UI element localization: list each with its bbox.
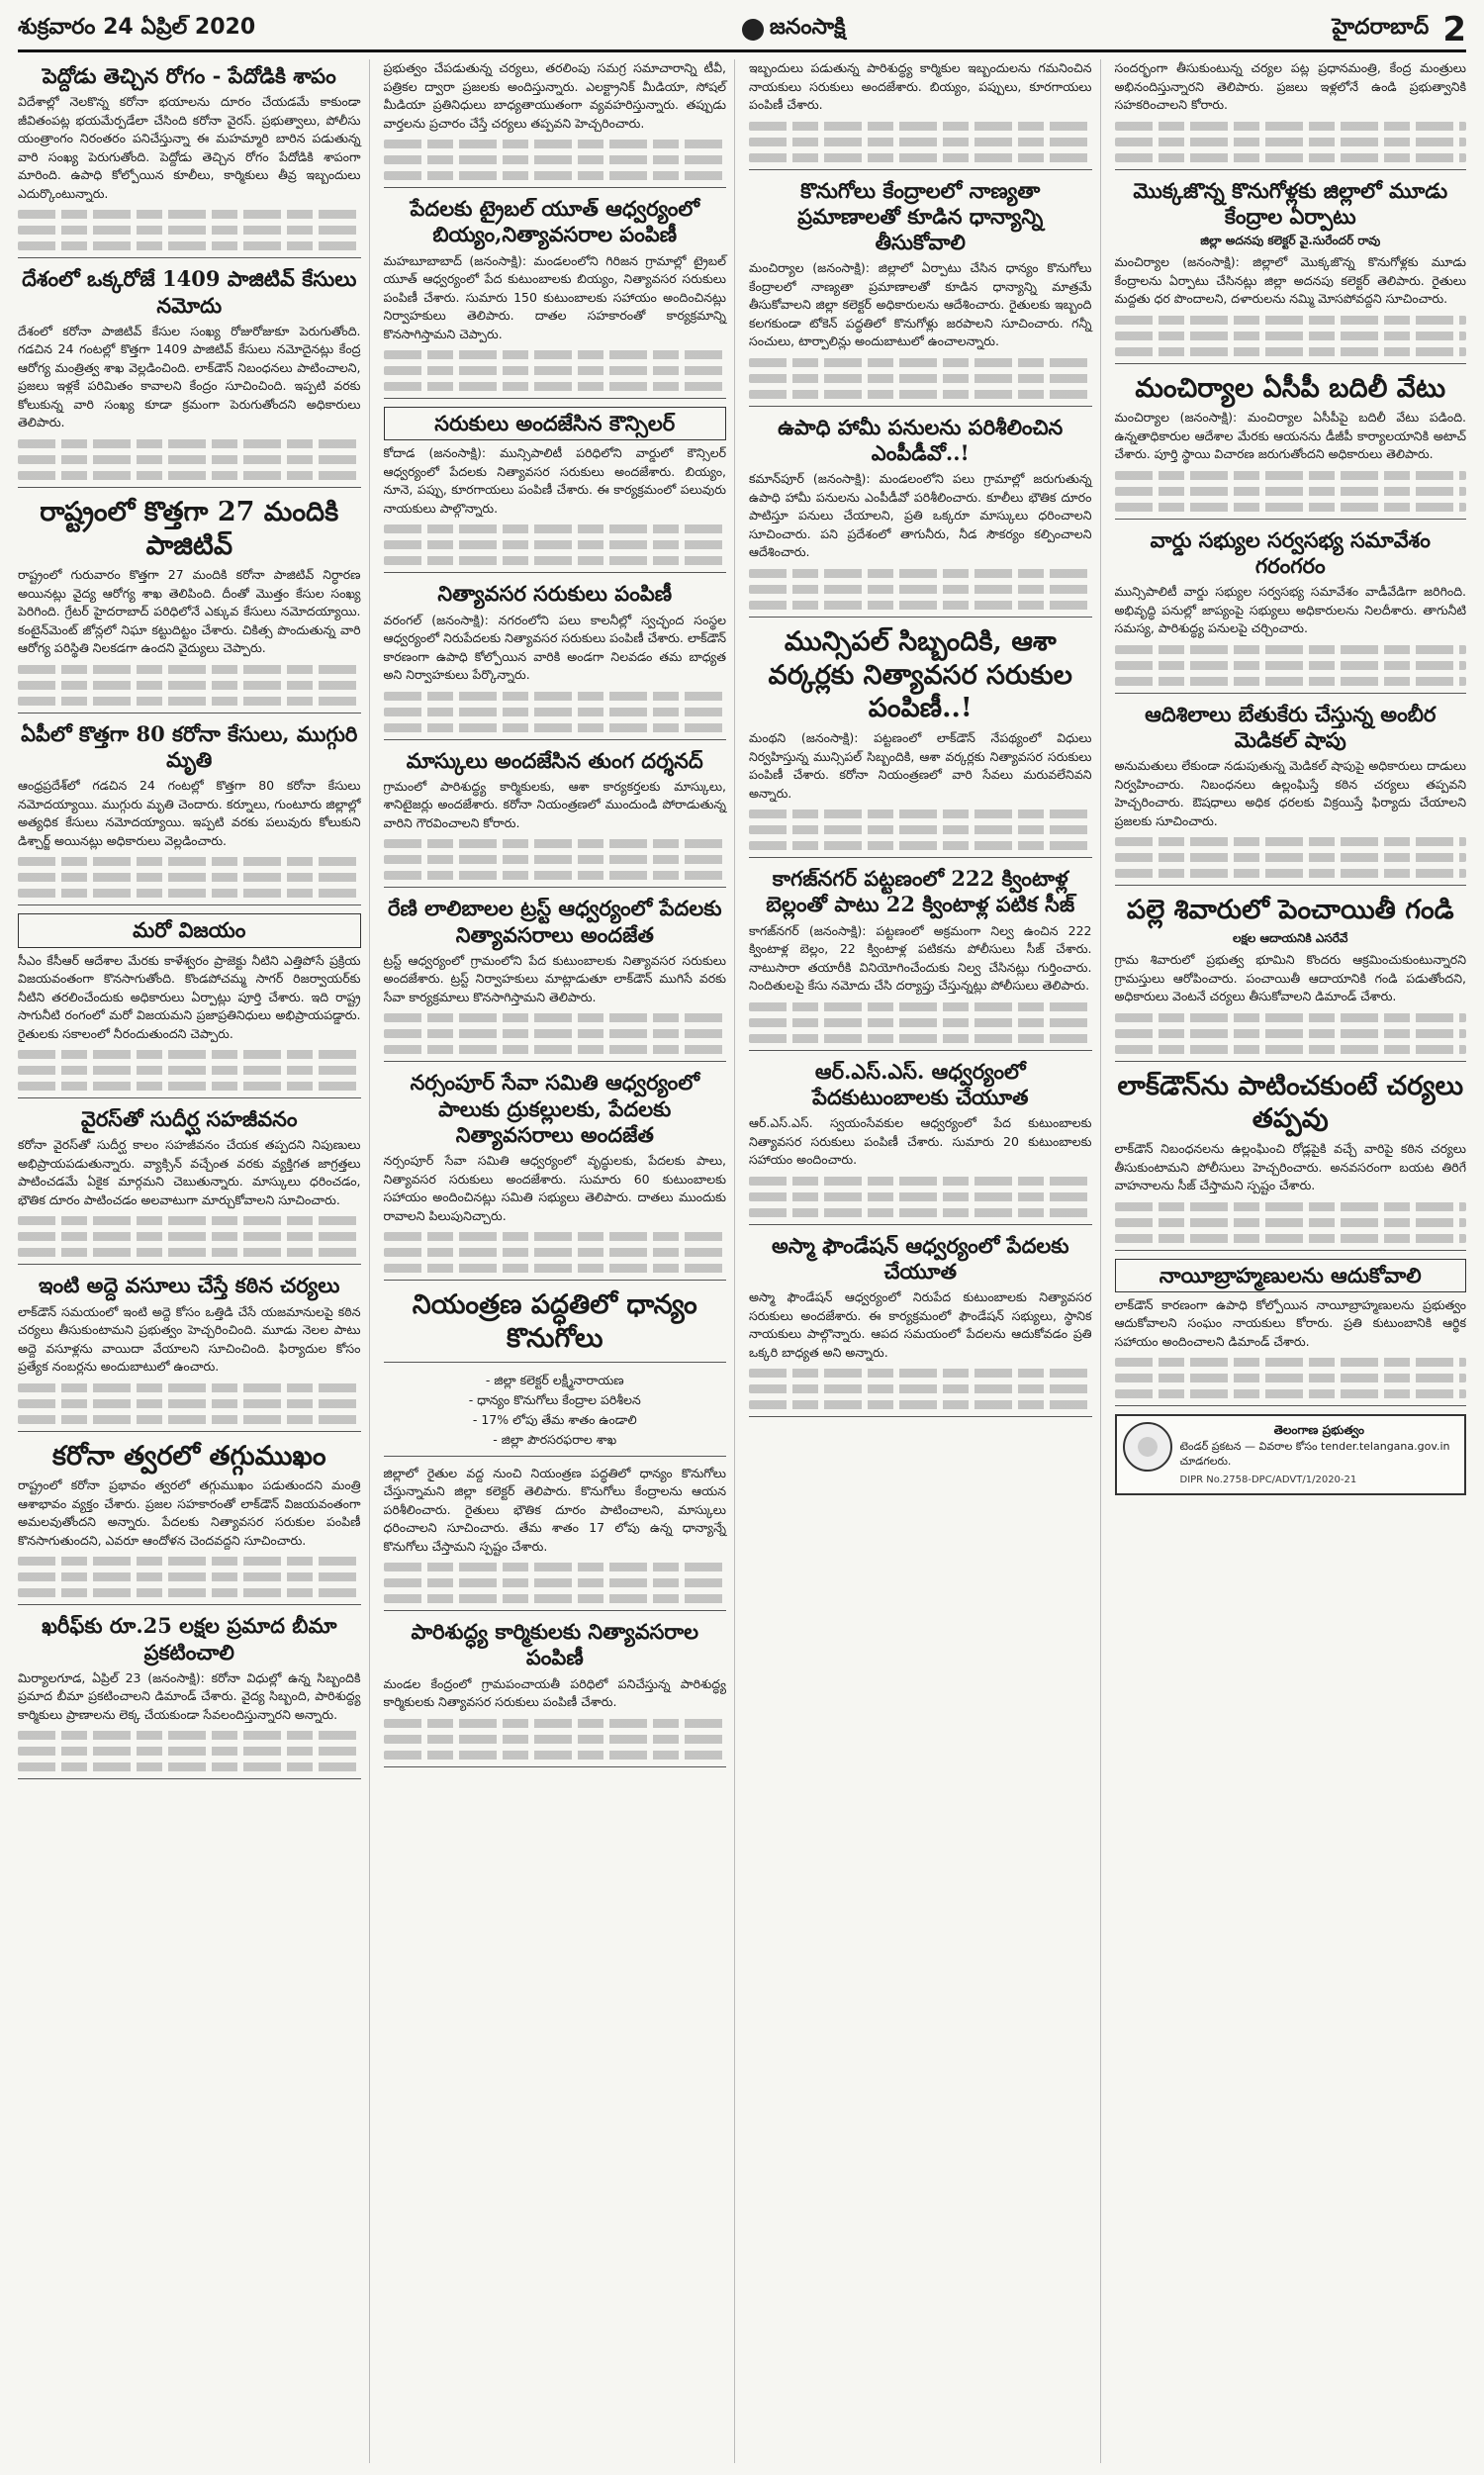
text-line-placeholder: [749, 122, 1092, 131]
text-line-placeholder: [384, 1563, 727, 1571]
story-divider: [1115, 519, 1467, 520]
text-line-placeholder: [1115, 503, 1467, 512]
text-line-placeholder: [749, 1018, 1092, 1027]
story-divider: [384, 1456, 727, 1457]
news-story: [749, 1059, 1092, 1225]
text-line-placeholder: [18, 857, 361, 866]
story-body: మిర్యాలగూడ, ఏప్రిల్ 23 (జనంసాక్షి): కరోనా విధుల్లో ఉన్న సిబ్బందికి ప్రమాద బీమా ప్రకటించాలని డిమాండ్ చేశారు. వైద్య సిబ్బంది, పారిశుద్ధ్య కార్మికులు ప్రాణాలను లెక్క చేయకుండా సేవలందిస్తున్నారని అన్నారు.: [18, 1669, 361, 1722]
text-line-placeholder: [1115, 853, 1467, 862]
story-divider: [749, 857, 1092, 858]
text-line-placeholder: [18, 697, 361, 706]
story-body: మున్సిపాలిటీ వార్డు సభ్యుల సర్వసభ్య సమావేశం వాడీవేడిగా జరిగింది. అభివృద్ధి పనుల్లో జాప్యంపై సభ్యులు అధికారులను నిలదీశారు. తాగునీటి సమస్య, పారిశుద్ధ్య పనులపై చర్చించారు.: [1114, 584, 1466, 636]
story-headline: దేశంలో ఒక్కరోజే 1409 పాజిటివ్ కేసులు నమోదు: [22, 266, 357, 318]
text-line-placeholder: [749, 138, 1092, 146]
news-column: [384, 59, 736, 2463]
story-body: వరంగల్ (జనంసాక్షి): నగరంలోని పలు కాలనీల్లో స్వచ్ఛంద సంస్థల ఆధ్వర్యంలో నిరుపేదలకు నిత్యావసర సరుకులు పంపిణీ చేశారు. లాక్‌డౌన్ కారణంగా ఉపాధి కోల్పోయిన వారికి అండగా నిలవడం తమ బాధ్యత అని నిర్వాహకులు పేర్కొన్నారు.: [383, 612, 726, 682]
text-line-placeholder: [18, 241, 361, 250]
text-line-placeholder: [384, 1719, 727, 1728]
text-line-placeholder: [749, 1192, 1092, 1201]
story-divider: [18, 1264, 361, 1265]
story-body: ఆంధ్రప్రదేశ్‌లో గడచిన 24 గంటల్లో కొత్తగా 80 కరోనా కేసులు నమోదయ్యాయి. ముగ్గురు మృతి చెందారు. కర్నూలు, గుంటూరు జిల్లాల్లో అత్యధిక కేసులు నమోదయ్యాయి. ఇప్పటి వరకు పలువురు కోలుకుని డిశ్చార్జ్ అయినట్లు అధికారులు వెల్లడించారు.: [18, 778, 361, 848]
text-line-placeholder: [384, 708, 727, 716]
notice-code: DIPR No.2758-DPC/ADVT/1/2020-21: [1179, 1474, 1357, 1485]
text-line-placeholder: [18, 665, 361, 674]
story-divider: [18, 1604, 361, 1605]
story-body: రాష్ట్రంలో గురువారం కొత్తగా 27 మందికి కరోనా పాజిటివ్ నిర్ధారణ అయినట్లు వైద్య ఆరోగ్య శాఖ తెలిపింది. దీంతో మొత్తం కేసుల సంఖ్య పెరిగింది. గ్రేటర్ హైదరాబాద్ పరిధిలోనే ఎక్కువ కేసులు నమోదయ్యాయి. కంటైన్‌మెంట్ జోన్లలో నిఘా కట్టుదిట్టం చేశారు. చికిత్స పొందుతున్న వారి ఆరోగ్య పరిస్థితి నిలకడగా ఉందని వైద్యులు చెప్పారు.: [18, 567, 361, 656]
masthead: [18, 10, 1466, 52]
news-story: [1115, 1070, 1467, 1251]
news-column: [18, 59, 370, 2463]
news-story: [1115, 527, 1467, 694]
text-line-placeholder: [1115, 471, 1467, 480]
news-story: [18, 266, 361, 488]
text-line-placeholder: [384, 1248, 727, 1257]
text-line-placeholder: [1115, 332, 1467, 340]
text-line-placeholder: [384, 524, 727, 533]
story-body: గ్రామ శివారులో ప్రభుత్వ భూమిని కొందరు ఆక్రమించుకుంటున్నారని గ్రామస్తులు ఆరోపించారు. పంచాయితీ ఆదాయానికి గండి పడుతోందని, అధికారులు వెంటనే చర్యలు తీసుకోవాలని డిమాండ్ చేశారు.: [1114, 952, 1466, 1003]
story-divider: [384, 1280, 727, 1281]
story-headline: మాస్కులు అందజేసిన తుంగ దర్శనద్: [406, 747, 703, 773]
text-line-placeholder: [18, 1731, 361, 1740]
text-line-placeholder: [749, 585, 1092, 594]
story-subheadline: లక్షల ఆదాయనికి ఎసరేవే: [1233, 931, 1348, 945]
highlight-item: - జిల్లా పౌరసరఫరాల శాఖ: [493, 1431, 617, 1447]
text-line-placeholder: [384, 1594, 727, 1603]
text-line-placeholder: [384, 382, 727, 391]
text-line-placeholder: [749, 825, 1092, 834]
text-line-placeholder: [18, 1557, 361, 1566]
story-headline: మొక్కజొన్న కొనుగోళ్లకు జిల్లాలో మూడు కేంద్రాల ఏర్పాటు: [1133, 177, 1448, 229]
text-line-placeholder: [384, 1735, 727, 1744]
story-divider: [18, 904, 361, 905]
story-divider: [1115, 885, 1467, 886]
story-body: సీఎం కేసీఆర్ ఆదేశాల మేరకు కాళేశ్వరం ప్రాజెక్టు నీటిని ఎత్తిపోసే ప్రక్రియ విజయవంతంగా కొనసాగుతోంది. కొండపోచమ్మ సాగర్ రిజర్వాయర్‌కు నీటిని తరలించేందుకు అధికారులు ఏర్పాట్లు పూర్తి చేశారు. ఇది రాష్ట్ర సాగునీటి రంగంలో మరో విజయమని ప్రజాప్రతినిధులు అభిప్రాయపడ్డారు. రైతులకు సకాలంలో నీరందుతుందని చెప్పారు.: [18, 952, 361, 1041]
issue-date: శుక్రవారం 24 ఏప్రిల్ 2020: [18, 15, 256, 40]
story-divider: [18, 713, 361, 714]
story-headline: రాష్ట్రంలో కొత్తగా 27 మందికి పాజిటివ్: [40, 496, 339, 561]
story-divider: [749, 1050, 1092, 1051]
text-line-placeholder: [384, 540, 727, 549]
news-story: [749, 866, 1092, 1051]
news-story: [384, 1619, 727, 1767]
text-line-placeholder: [18, 681, 361, 690]
story-divider: [384, 1766, 727, 1767]
story-headline: మరో విజయం: [18, 913, 361, 947]
news-story: [18, 721, 361, 906]
text-line-placeholder: [384, 1045, 727, 1054]
news-story: [384, 896, 727, 1062]
news-story: [18, 496, 361, 714]
text-line-placeholder: [18, 1383, 361, 1392]
logo-text: జనంసాక్షి: [769, 15, 846, 40]
story-body: అస్మా ఫౌండేషన్ ఆధ్వర్యంలో నిరుపేద కుటుంబాలకు నిత్యావసర సరుకులు అందజేశారు. ఈ కార్యక్రమంలో ఫౌండేషన్ సభ్యులు, స్థానిక నాయకులు పాల్గొన్నారు. ఆపద సమయంలో పేదలను ఆదుకోవడం ప్రతి ఒక్కరి బాధ్యత అని అన్నారు.: [749, 1289, 1092, 1360]
text-line-placeholder: [1115, 1045, 1467, 1054]
text-line-placeholder: [18, 1050, 361, 1059]
news-story: [1115, 59, 1467, 170]
story-body: మంథని (జనంసాక్షి): పట్టణంలో లాక్‌డౌన్ నేపథ్యంలో విధులు నిర్వహిస్తున్న మున్సిపల్ సిబ్బందికి, ఆశా వర్కర్లకు నిత్యావసర సరుకులు పంపిణీ చేశారు. కరోనా నియంత్రణలో వారి సేవలు మరువలేనివని అన్నారు.: [749, 730, 1092, 801]
text-line-placeholder: [384, 723, 727, 732]
text-line-placeholder: [749, 569, 1092, 578]
story-headline: రేణి లాలిబాలల ట్రస్ట్ ఆధ్వర్యంలో పేదలకు నిత్యావసరాలు అందజేత: [388, 896, 722, 947]
text-line-placeholder: [384, 1578, 727, 1587]
story-body: నర్సంపూర్ సేవా సమితి ఆధ్వర్యంలో వృద్ధులకు, పేదలకు పాలు, నిత్యావసర సరుకులు అందజేశారు. సుమారు 60 కుటుంబాలకు సహాయం అందించినట్లు సమితి సభ్యులు తెలిపారు. దాతలు ముందుకు రావాలని పిలుపునిచ్చారు.: [383, 1153, 726, 1223]
story-headline: వార్డు సభ్యుల సర్వసభ్య సమావేశం గరంగరం: [1150, 526, 1431, 578]
story-body: మంచిర్యాల (జనంసాక్షి): జిల్లాలో మొక్కజొన్న కొనుగోళ్లకు మూడు కేంద్రాలను ఏర్పాటు చేసినట్లు జిల్లా అదనపు కలెక్టర్ తెలిపారు. రైతులు మద్దతు ధర పొందాలని, దళారులను నమ్మి మోసపోవద్దని సూచించారు.: [1114, 254, 1466, 306]
news-story: [18, 913, 361, 1098]
text-line-placeholder: [1115, 1013, 1467, 1022]
story-divider: [384, 1610, 727, 1611]
story-body: కోదాడ (జనంసాక్షి): మున్సిపాలిటీ పరిధిలోని వార్డులో కౌన్సిలర్ ఆధ్వర్యంలో పేదలకు నిత్యావసర సరుకులు అందజేశారు. బియ్యం, నూనె, పప్పు, కూరగాయలు పంపిణీ చేశారు. ఈ కార్యక్రమంలో పలువురు నాయకులు పాల్గొన్నారు.: [383, 445, 726, 516]
story-divider: [749, 406, 1092, 407]
story-body: మంచిర్యాల (జనంసాక్షి): మంచిర్యాల ఏసీపీపై బదిలీ వేటు పడింది. ఉన్నతాధికారుల ఆదేశాల మేరకు ఆయనను డీజీపీ కార్యాలయానికి అటాచ్ చేశారు. పూర్తి స్థాయి విచారణ జరుగుతోందని అధికారులు తెలిపారు.: [1114, 410, 1466, 462]
text-line-placeholder: [18, 471, 361, 480]
text-line-placeholder: [384, 1232, 727, 1241]
story-divider: [749, 1416, 1092, 1417]
news-column: [749, 59, 1101, 2463]
story-headline: పెద్దోడు తెచ్చిన రోగం - పేదోడికి శాపం: [42, 63, 336, 88]
story-body: కాగజ్‌నగర్ (జనంసాక్షి): పట్టణంలో అక్రమంగా నిల్వ ఉంచిన 222 క్వింటాళ్ల బెల్లం, 22 క్వింటాళ్ల పటికను పోలీసులు సీజ్ చేశారు. నాటుసారా తయారీకి వినియోగించేందుకు నిల్వ చేసినట్లు గుర్తించారు. నిందితులపై కేసు నమోదు చేసి దర్యాప్తు చేస్తున్నట్లు పోలీసులు తెలిపారు.: [749, 922, 1092, 993]
story-divider: [749, 617, 1092, 618]
text-line-placeholder: [1115, 869, 1467, 878]
text-line-placeholder: [1115, 487, 1467, 496]
logo-mark-icon: [742, 19, 764, 41]
newspaper-logo: [742, 15, 846, 45]
story-divider: [384, 187, 727, 188]
text-line-placeholder: [18, 455, 361, 464]
text-line-placeholder: [18, 226, 361, 235]
story-headline: ఏపీలో కొత్తగా 80 కరోనా కేసులు, ముగ్గురి మృతి: [21, 720, 358, 772]
story-headline: ఆర్.ఎస్.ఎస్. ఆధ్వర్యంలో పేదకుటుంబాలకు చేయూత: [812, 1058, 1029, 1109]
story-headline: నర్సంపూర్ సేవా సమితి ఆధ్వర్యంలో పాలుకు ద్రుకల్లులకు, పేదలకు నిత్యావసరాలు అందజేత: [410, 1070, 699, 1147]
news-story: [384, 581, 727, 739]
text-line-placeholder: [1115, 1218, 1467, 1227]
story-divider: [1115, 363, 1467, 364]
text-line-placeholder: [18, 210, 361, 219]
story-divider: [18, 1778, 361, 1779]
text-line-placeholder: [1115, 645, 1467, 654]
text-line-placeholder: [18, 1248, 361, 1257]
story-body: రాష్ట్రంలో కరోనా ప్రభావం త్వరలో తగ్గుముఖం పడుతుందని మంత్రి ఆశాభావం వ్యక్తం చేశారు. ప్రజల సహకారంతో లాక్‌డౌన్ విజయవంతంగా అమలవుతోందని అన్నారు. పేదలకు నిత్యావసర సరుకుల పంపిణీ కొనసాగుతుందని, ఎవరూ ఆందోళన చెందవద్దని సూచించారు.: [18, 1477, 361, 1548]
story-body: మహబూబాబాద్ (జనంసాక్షి): మండలంలోని గిరిజన గ్రామాల్లో ట్రైబల్ యూత్ ఆధ్వర్యంలో పేద కుటుంబాలకు బియ్యం, నిత్యావసర సరుకులు పంపిణీ చేశారు. సుమారు 150 కుటుంబాలకు సహాయం అందించినట్లు నిర్వాహకులు తెలిపారు. దాతల సహకారంతో కార్యక్రమాన్ని కొనసాగిస్తామని చెప్పారు.: [383, 252, 726, 341]
text-line-placeholder: [384, 1751, 727, 1760]
news-story: [749, 625, 1092, 858]
story-divider: [1115, 169, 1467, 170]
text-line-placeholder: [749, 1002, 1092, 1011]
story-highlights: [384, 1371, 727, 1450]
government-notice: [1115, 1414, 1467, 1495]
story-body: లాక్‌డౌన్ నిబంధనలను ఉల్లంఘించి రోడ్లపైకి వచ్చే వారిపై కఠిన చర్యలు తీసుకుంటామని పోలీసులు హెచ్చరించారు. అనవసరంగా బయట తిరిగే వాహనాలను సీజ్ చేస్తామని స్పష్టం చేశారు.: [1114, 1141, 1466, 1192]
story-headline: పారిశుద్ధ్య కార్మికులకు నిత్యావసరాల పంపిణీ: [411, 1619, 698, 1670]
story-body: లాక్‌డౌన్ కారణంగా ఉపాధి కోల్పోయిన నాయీబ్రాహ్మణులను ప్రభుత్వం ఆదుకోవాలని సంఘం నాయకులు కోరారు. ప్రతి కుటుంబానికి ఆర్థిక సహాయం అందించాలని డిమాండ్ చేశారు.: [1114, 1296, 1466, 1349]
text-line-placeholder: [384, 1264, 727, 1273]
text-line-placeholder: [384, 171, 727, 180]
text-line-placeholder: [384, 140, 727, 148]
story-divider: [18, 1431, 361, 1432]
text-line-placeholder: [1115, 837, 1467, 846]
edition-city: హైదరాబాద్: [1332, 15, 1430, 40]
story-body: ఇబ్బందులు పడుతున్న పారిశుద్ధ్య కార్మికుల ఇబ్బందులను గమనించిన నాయకులు సరుకులు అందజేశారు. బియ్యం, పప్పులు, కూరగాయలు పంపిణీ చేశారు.: [749, 60, 1092, 112]
story-body: మంచిర్యాల (జనంసాక్షి): జిల్లాలో ఏర్పాటు చేసిన ధాన్యం కొనుగోలు కేంద్రాలలో నాణ్యతా ప్రమాణాలతో కూడిన ధాన్యాన్ని మాత్రమే తీసుకోవాలని జిల్లా కలెక్టర్ అధికారులను ఆదేశించారు. రైతులకు ఇబ్బంది కలగకుండా టోకెన్ పద్ధతిలో కొనుగోళ్లు జరపాలని సూచించారు. గన్నీ సంచులు, టార్పాలిన్లు అందుబాటులో ఉంచాలన్నారు.: [749, 260, 1092, 349]
story-divider: [384, 572, 727, 573]
highlight-item: - ధాన్యం కొనుగోలు కేంద్రాల పరిశీలన: [468, 1391, 641, 1407]
text-line-placeholder: [749, 1400, 1092, 1409]
news-story: [18, 1440, 361, 1606]
text-line-placeholder: [18, 1066, 361, 1075]
story-body: గ్రామంలో పారిశుద్ధ్య కార్మికులకు, ఆశా కార్యకర్తలకు మాస్కులు, శానిటైజర్లు అందజేశారు. కరోనా నియంత్రణలో ముందుండి పోరాడుతున్న వారిని గౌరవించాలని కోరారు.: [383, 778, 726, 830]
news-story: [384, 407, 727, 573]
story-divider: [1115, 693, 1467, 694]
news-story: [1115, 178, 1467, 364]
story-headline: అస్మా ఫౌండేషన్ ఆధ్వర్యంలో పేదలకు చేయూత: [771, 1232, 1069, 1284]
text-line-placeholder: [749, 601, 1092, 610]
story-headline: నాయీబ్రాహ్మణులను ఆదుకోవాలి: [1115, 1259, 1467, 1292]
story-headline: మంచిర్యాల ఏసీపీ బదిలీ వేటు: [1135, 372, 1446, 404]
text-line-placeholder: [749, 1177, 1092, 1186]
text-line-placeholder: [384, 366, 727, 375]
text-line-placeholder: [1115, 153, 1467, 162]
news-story: [384, 1371, 727, 1457]
story-body: ట్రస్ట్ ఆధ్వర్యంలో గ్రామంలోని పేద కుటుంబాలకు నిత్యావసర సరుకులు అందజేశారు. ట్రస్ట్ నిర్వాహకులు మాట్లాడుతూ లాక్‌డౌన్ ముగిసే వరకు సేవా కార్యక్రమాలు కొనసాగిస్తామని తెలిపారు.: [383, 952, 726, 1004]
story-divider: [384, 1362, 727, 1363]
news-story: [384, 196, 727, 399]
text-line-placeholder: [749, 841, 1092, 850]
story-headline: సరుకులు అందజేసిన కౌన్సిలర్: [384, 407, 727, 440]
notice-text: టెండర్ ప్రకటన — వివరాల కోసం tender.telangana.gov.in చూడగలరు.: [1179, 1440, 1450, 1469]
text-line-placeholder: [1115, 138, 1467, 146]
story-divider: [18, 1097, 361, 1098]
text-line-placeholder: [749, 1208, 1092, 1217]
text-line-placeholder: [384, 871, 727, 880]
news-story: [18, 63, 361, 258]
text-line-placeholder: [18, 1747, 361, 1756]
story-headline: ఉపాధి హామీ పనులను పరిశీలించిన ఎంపీడీవో..!: [778, 414, 1064, 465]
text-line-placeholder: [18, 1232, 361, 1241]
story-body: కరోనా వైరస్‌తో సుదీర్ఘ కాలం సహజీవనం చేయక తప్పదని నిపుణులు అభిప్రాయపడుతున్నారు. వ్యాక్సిన్ వచ్చేంత వరకు వ్యక్తిగత జాగ్రత్తలు పాటించడమే ఏకైక మార్గమని చెబుతున్నారు. మాస్కులు ధరించడం, భౌతిక దూరం పాటించడం అలవాటుగా మార్చుకోవాలని సూచించారు.: [18, 1137, 361, 1207]
story-body: సందర్భంగా తీసుకుంటున్న చర్యల పట్ల ప్రధానమంత్రి, కేంద్ర మంత్రులు అభినందిస్తున్నారని తెలిపారు. ప్రజలు ఇళ్లలోనే ఉండి ప్రభుత్వానికి సహకరించాలని కోరారు.: [1114, 60, 1466, 112]
story-divider: [749, 1224, 1092, 1225]
news-story: [384, 748, 727, 889]
text-line-placeholder: [749, 1034, 1092, 1043]
story-subheadline: జిల్లా అదనపు కలెక్టర్ వై.సురేందర్ రావు: [1200, 234, 1381, 247]
text-line-placeholder: [384, 556, 727, 565]
text-line-placeholder: [18, 1762, 361, 1771]
news-story: [1115, 894, 1467, 1061]
story-body: దేశంలో కరోనా పాజిటివ్ కేసుల సంఖ్య రోజురోజుకూ పెరుగుతోంది. గడచిన 24 గంటల్లో కొత్తగా 1409 పాజిటివ్ కేసులు నమోదైనట్లు కేంద్ర ఆరోగ్య మంత్రిత్వ శాఖ వెల్లడించింది. లాక్‌డౌన్ నిబంధనలు పాటించాలని, ప్రజలు ఇళ్లకే పరిమితం కావాలని కేంద్రం సూచించింది. ఇప్పటి వరకు కోలుకున్న వారి సంఖ్య కూడా క్రమంగా పెరుగుతోందని అధికారులు తెలిపారు.: [18, 323, 361, 430]
text-line-placeholder: [749, 390, 1092, 399]
story-divider: [384, 887, 727, 888]
text-line-placeholder: [18, 439, 361, 448]
story-divider: [1115, 1405, 1467, 1406]
edition-info: [1332, 10, 1466, 49]
text-line-placeholder: [749, 809, 1092, 818]
story-divider: [384, 398, 727, 399]
news-column: [1115, 59, 1467, 2463]
text-line-placeholder: [1115, 1202, 1467, 1211]
text-line-placeholder: [1115, 1389, 1467, 1398]
story-body: ఆర్.ఎస్.ఎస్. స్వయంసేవకుల ఆధ్వర్యంలో పేద కుటుంబాలకు నిత్యావసర సరుకులు పంపిణీ చేశారు. సుమారు 20 కుటుంబాలకు సహాయం అందించారు.: [749, 1115, 1092, 1167]
text-line-placeholder: [18, 1572, 361, 1581]
story-headline: పల్లె శివారులో పెంచాయితీ గండి: [1126, 895, 1454, 926]
story-divider: [384, 739, 727, 740]
text-line-placeholder: [18, 1082, 361, 1091]
news-story: [1115, 1259, 1467, 1407]
news-story: [18, 1106, 361, 1265]
text-line-placeholder: [18, 1399, 361, 1408]
text-line-placeholder: [18, 889, 361, 898]
news-story: [384, 1288, 727, 1363]
news-story: [18, 1273, 361, 1431]
story-headline: లాక్‌డౌన్‌ను పాటించకుంటే చర్యలు తప్పవు: [1117, 1070, 1464, 1135]
story-divider: [384, 1061, 727, 1062]
story-headline: వైరస్‌తో సుదీర్ఘ సహజీవనం: [80, 1106, 298, 1131]
story-body: అనుమతులు లేకుండా నడుపుతున్న మెడికల్ షాపుపై అధికారులు దాడులు నిర్వహించారు. నిబంధనలు ఉల్లంఘిస్తే కఠిన చర్యలు తప్పవని హెచ్చరించారు. ఔషధాలు అధిక ధరలకు విక్రయిస్తే ఫిర్యాదు చేయాలని ప్రజలకు సూచించారు.: [1114, 758, 1466, 828]
text-line-placeholder: [18, 1415, 361, 1424]
news-story: [749, 1233, 1092, 1418]
story-body: మండల కేంద్రంలో గ్రామపంచాయతీ పరిధిలో పనిచేస్తున్న పారిశుద్ధ్య కార్మికులకు నిత్యావసర సరుకులు పంపిణీ చేశారు.: [383, 1675, 726, 1709]
text-line-placeholder: [749, 1369, 1092, 1378]
story-body: జిల్లాలో రైతుల వద్ద నుంచి నియంత్రణ పద్ధతిలో ధాన్యం కొనుగోలు చేస్తున్నామని జిల్లా కలెక్టర్ తెలిపారు. కొనుగోలు కేంద్రాలను ఆయన పరిశీలించారు. రైతులు భౌతిక దూరం పాటించాలని, మాస్కులు ధరించాలని సూచించారు. తేమ శాతం 17 లోపు ఉన్న ధాన్యాన్నే కొనుగోలు చేస్తామని స్పష్టం చేశారు.: [383, 1465, 726, 1554]
news-story: [1115, 372, 1467, 520]
text-line-placeholder: [1115, 677, 1467, 686]
text-line-placeholder: [1115, 1358, 1467, 1367]
story-headline: కాగజ్‌నగర్ పట్టణంలో 222 క్వింటాళ్ల బెల్లంతో పాటు 22 క్వింటాళ్ల పటిక సీజ్: [766, 866, 1075, 917]
text-line-placeholder: [18, 1216, 361, 1225]
story-headline: పేదలకు ట్రైబల్ యూత్ ఆధ్వర్యంలో బియ్యం,నిత్యావసరాల పంపిణీ: [410, 196, 700, 247]
story-body: ప్రభుత్వం చేపడుతున్న చర్యలు, తరలింపు సమగ్ర సమాచారాన్ని టీవీ, పత్రికల ద్వారా ప్రజలకు అందిస్తున్నారు. ఎలక్ట్రానిక్ మీడియా, సోషల్ మీడియా ప్రతినిధులు బాధ్యతాయుతంగా వ్యవహరిస్తున్నారు. తప్పుడు వార్తలను ప్రచారం చేస్తే చర్యలు తప్పవని హెచ్చరించారు.: [383, 60, 726, 131]
story-headline: మున్సిపల్ సిబ్బందికి, ఆశా వర్కర్లకు నిత్యావసర సరుకుల పంపిణీ..!: [768, 625, 1072, 724]
page-number: 2: [1442, 10, 1466, 49]
text-line-placeholder: [749, 358, 1092, 367]
story-headline: నిత్యావసర సరుకులు పంపిణీ: [437, 581, 673, 607]
text-line-placeholder: [384, 1013, 727, 1022]
text-line-placeholder: [384, 1029, 727, 1038]
notice-title: తెలంగాణ ప్రభుత్వం: [1273, 1423, 1364, 1438]
text-line-placeholder: [749, 374, 1092, 383]
story-divider: [1115, 1061, 1467, 1062]
text-line-placeholder: [749, 1384, 1092, 1393]
text-line-placeholder: [749, 153, 1092, 162]
text-line-placeholder: [1115, 1234, 1467, 1243]
text-line-placeholder: [18, 1588, 361, 1597]
story-headline: నియంత్రణ పద్ధతిలో ధాన్యం కొనుగోలు: [412, 1289, 697, 1354]
text-line-placeholder: [384, 350, 727, 359]
text-line-placeholder: [1115, 347, 1467, 356]
news-story: [1115, 702, 1467, 887]
news-story: [749, 415, 1092, 618]
text-line-placeholder: [1115, 1029, 1467, 1038]
text-line-placeholder: [1115, 661, 1467, 670]
story-headline: కరోనా త్వరలో తగ్గుముఖం: [51, 1440, 326, 1472]
story-headline: ఇంటి అద్దె వసూలు చేస్తే కఠిన చర్యలు: [39, 1273, 340, 1298]
news-story: [749, 178, 1092, 407]
highlight-item: - జిల్లా కలెక్టర్ లక్ష్మీనారాయణ: [485, 1372, 624, 1387]
news-columns: [18, 59, 1466, 2463]
story-divider: [18, 257, 361, 258]
news-story: [384, 1465, 727, 1612]
text-line-placeholder: [1115, 1374, 1467, 1382]
government-emblem-icon: [1123, 1422, 1172, 1472]
text-line-placeholder: [18, 873, 361, 882]
story-divider: [749, 169, 1092, 170]
highlight-item: - 17% లోపు తేమ శాతం ఉండాలి: [472, 1411, 637, 1427]
story-headline: కొనుగోలు కేంద్రాలలో నాణ్యతా ప్రమాణాలతో కూడిన ధాన్యాన్ని తీసుకోవాలి: [797, 177, 1044, 254]
text-line-placeholder: [384, 855, 727, 864]
text-line-placeholder: [1115, 122, 1467, 131]
story-divider: [18, 487, 361, 488]
text-line-placeholder: [384, 692, 727, 701]
story-body: విదేశాల్లో నెలకొన్న కరోనా భయాలను దూరం చేయడమే కాకుండా జీవితంపట్ల భయమేర్పడేలా చేసింది కరోనా వైరస్. ప్రభుత్వాలు, పోలీసు యంత్రాంగం నిరంతరం పనిచేస్తున్నా ఈ మహమ్మారి బారిన పడుతున్న వారి సంఖ్య పెరుగుతోంది. పెద్దోడు తెచ్చిన రోగం పేదోడికి శాపంగా మారింది. ఉపాధి కోల్పోయిన కూలీలు, కార్మికులు తీవ్ర ఇబ్బందులు ఎదుర్కొంటున్నారు.: [18, 94, 361, 201]
news-story: [749, 59, 1092, 170]
story-body: కమాన్‌పూర్ (జనంసాక్షి): మండలంలోని పలు గ్రామాల్లో జరుగుతున్న ఉపాధి హామీ పనులను ఎంపీడీవో పరిశీలించారు. కూలీలు భౌతిక దూరం పాటిస్తూ పనులు చేయాలని, ప్రతి ఒక్కరూ మాస్కులు ధరించాలని సూచించారు. పని ప్రదేశంలో తాగునీరు, నీడ సౌకర్యం కల్పించాలని ఆదేశించారు.: [749, 471, 1092, 560]
story-headline: ఆదిశిలాలు బేతుకేరు చేస్తున్న అంబీర మెడికల్ షాపు: [1145, 701, 1437, 752]
story-headline: ఖరీఫ్‌కు రూ.25 లక్షల ప్రమాద బీమా ప్రకటించాలి: [42, 1613, 337, 1665]
text-line-placeholder: [384, 839, 727, 848]
text-line-placeholder: [1115, 316, 1467, 325]
notice-content: [1180, 1422, 1459, 1487]
story-body: లాక్‌డౌన్ సమయంలో ఇంటి అద్దె కోసం ఒత్తిడి చేసే యజమానులపై కఠిన చర్యలు తీసుకుంటామని ప్రభుత్వం హెచ్చరించింది. మూడు నెలల పాటు అద్దె వసూళ్లను వాయిదా వేయాలని సూచించింది. ఫిర్యాదుల కోసం ప్రత్యేక నంబర్లను అందుబాటులో ఉంచారు.: [18, 1303, 361, 1374]
news-story: [18, 1613, 361, 1779]
news-story: [384, 1070, 727, 1281]
news-story: [384, 59, 727, 188]
story-divider: [1115, 1250, 1467, 1251]
text-line-placeholder: [384, 155, 727, 164]
